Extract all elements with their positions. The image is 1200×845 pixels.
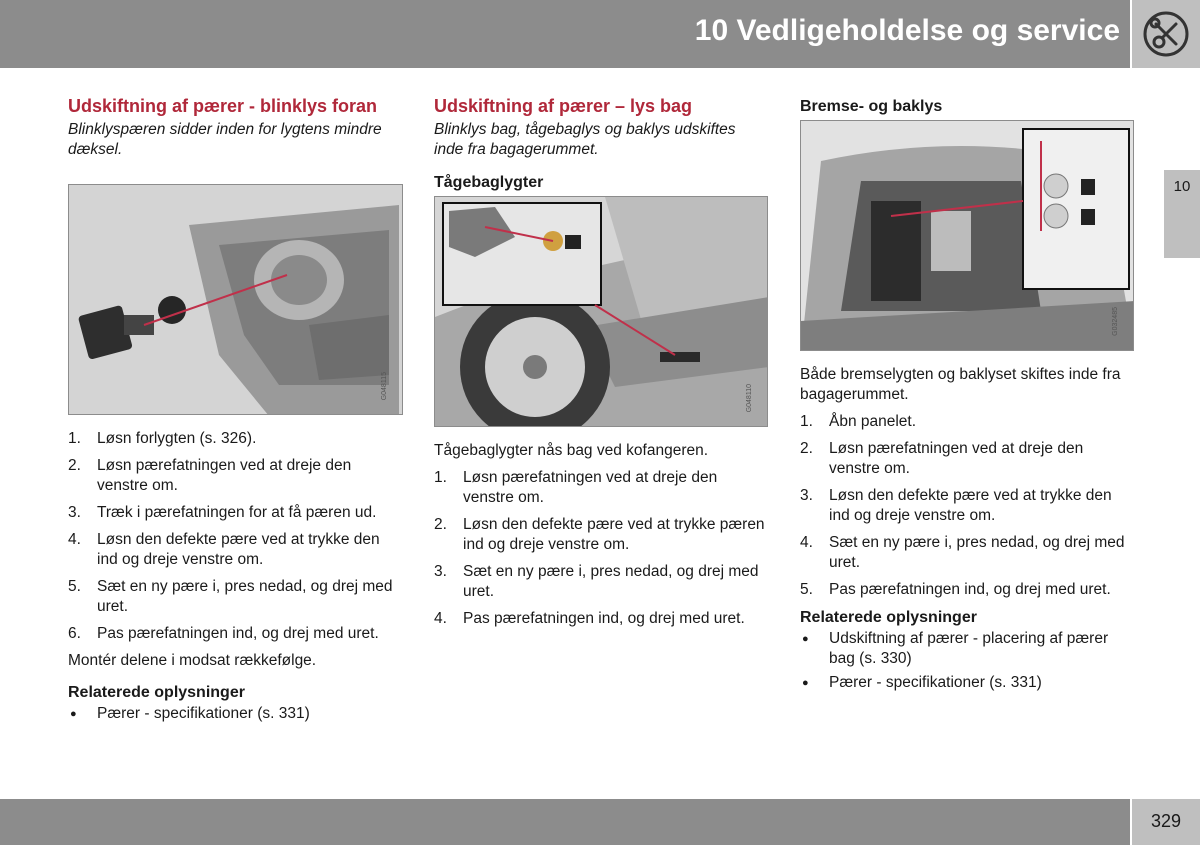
section-intro: Blinklys bag, tågebaglys og baklys udskiftes inde fra bagagerummet. — [434, 121, 736, 158]
list-item: 3. Løsn den defekte pære ved at trykke den ind og dreje venstre om. — [800, 487, 1112, 524]
related-link[interactable]: ● Udskiftning af pærer - placering af pærer bag (s. 330) — [800, 629, 1135, 669]
trunk-illustration — [801, 121, 1134, 351]
list-item: 4. Sæt en ny pære i, pres nedad, og drej med uret. — [800, 534, 1125, 571]
lead-text: Både bremselygten og baklyset skiftes inde fra bagagerummet. — [800, 366, 1121, 403]
subsection-title: Bremse- og baklys — [800, 98, 943, 115]
chapter-tab-label: 10 — [1173, 178, 1191, 195]
section-brake-reverse — [800, 94, 1135, 697]
rear-fog-figure — [434, 196, 768, 427]
header-icon-box — [1132, 0, 1200, 68]
figure-code: G032485 — [1112, 307, 1119, 336]
steps-list — [434, 468, 768, 629]
list-item: 2. Løsn pærefatningen ved at dreje den venstre om. — [68, 457, 352, 494]
steps-list — [68, 429, 403, 644]
related-list — [68, 704, 403, 724]
list-item: 6. Pas pærefatningen ind, og drej med uret. — [68, 625, 379, 642]
steps-list — [800, 412, 1135, 600]
section-rear-lights — [434, 94, 768, 636]
rear-bumper-illustration — [435, 197, 768, 427]
figure-code: G048110 — [746, 383, 753, 412]
list-item: 1. Løsn pærefatningen ved at dreje den venstre om. — [434, 469, 718, 506]
page-footer — [0, 799, 1130, 845]
section-title: Udskiftning af pærer - blinklys foran — [68, 96, 378, 116]
closing-note: Montér delene i modsat rækkefølge. — [68, 652, 317, 669]
related-list — [800, 629, 1135, 693]
chapter-tab[interactable] — [1164, 170, 1200, 258]
headlamp-illustration — [69, 185, 403, 415]
subsection-title: Tågebaglygter — [434, 174, 544, 191]
page-number: 329 — [1150, 811, 1182, 831]
list-item: 1. Åbn panelet. — [800, 413, 917, 430]
section-front-indicator — [68, 94, 403, 728]
list-item: 4. Løsn den defekte pære ved at trykke den ind og dreje venstre om. — [68, 531, 380, 568]
front-indicator-figure — [68, 184, 403, 415]
list-item: 3. Træk i pærefatningen for at få pæren ud. — [68, 504, 377, 521]
list-item: 5. Pas pærefatningen ind, og drej med uret. — [800, 581, 1111, 598]
related-link[interactable]: ● Pærer - specifikationer (s. 331) — [68, 704, 403, 724]
chapter-title: 10 Vedligeholdelse og service — [694, 14, 1120, 47]
list-item: 4. Pas pærefatningen ind, og drej med uret. — [434, 610, 745, 627]
wrench-gear-icon — [1142, 10, 1190, 58]
list-item: 5. Sæt en ny pære i, pres nedad, og drej med uret. — [68, 578, 393, 615]
related-link[interactable]: ● Pærer - specifikationer (s. 331) — [800, 673, 1135, 693]
page-number-box — [1132, 799, 1200, 845]
section-title: Udskiftning af pærer – lys bag — [434, 96, 693, 116]
figure-code: G048115 — [381, 371, 388, 400]
related-title: Relaterede oplysninger — [68, 684, 245, 701]
list-item: 2. Løsn pærefatningen ved at dreje den venstre om. — [800, 440, 1084, 477]
brake-reverse-figure — [800, 120, 1134, 351]
related-title: Relaterede oplysninger — [800, 609, 977, 626]
lead-text: Tågebaglygter nås bag ved kofangeren. — [434, 442, 709, 459]
list-item: 2. Løsn den defekte pære ved at trykke pæren ind og dreje venstre om. — [434, 516, 765, 553]
page-header — [0, 0, 1130, 68]
section-intro: Blinklyspæren sidder inden for lygtens mindre dæksel. — [68, 121, 382, 158]
list-item: 3. Sæt en ny pære i, pres nedad, og drej med uret. — [434, 563, 759, 600]
list-item: 1. Løsn forlygten (s. 326). — [68, 430, 257, 447]
